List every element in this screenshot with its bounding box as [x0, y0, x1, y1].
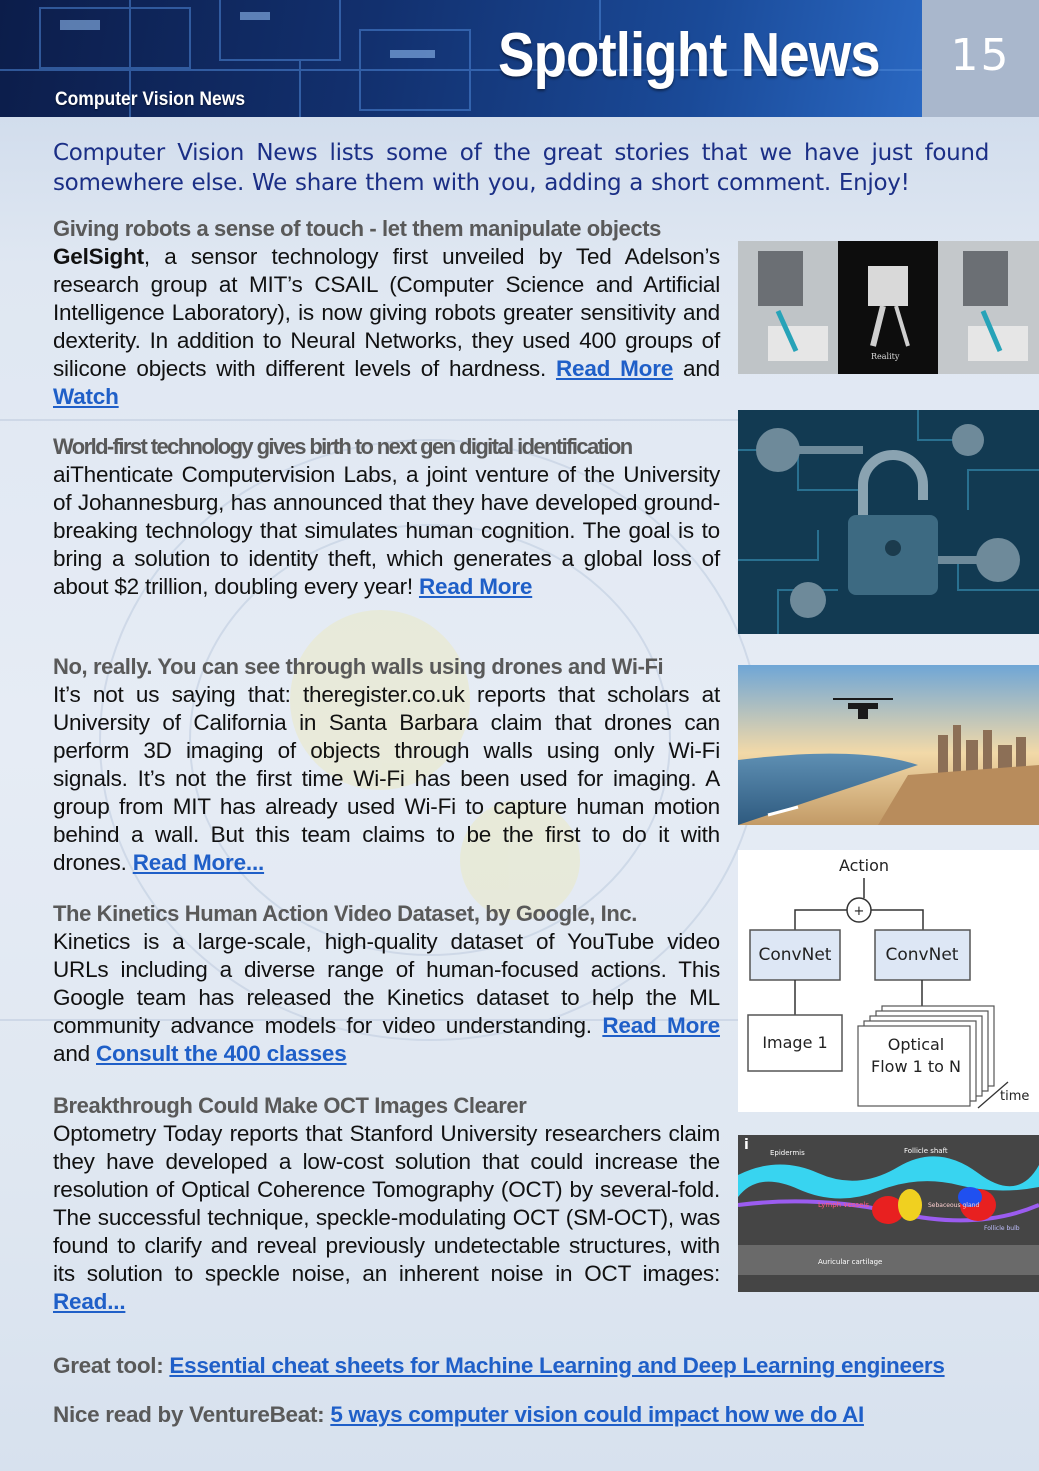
page-title: Spotlight News — [498, 21, 880, 90]
convnet-right-label: ConvNet — [885, 945, 959, 965]
optical-flow-label-line2: Flow 1 to N — [871, 1057, 961, 1076]
article-body: Kinetics is a large-scale, high-quality dataset of YouTube video URLs including a diverse range of human-focused actions. This Google team has released the Kinetics dataset to help the ML community advance models for video understanding. Read More and Consult the 400 classes — [53, 929, 720, 1066]
great-tool-line: Great tool: Essential cheat sheets for Machine Learning and Deep Learning engineers — [53, 1353, 945, 1378]
publication-name: Computer Vision News — [55, 89, 246, 110]
panel-letter: i — [744, 1137, 749, 1153]
image-caption-reality: Reality — [871, 352, 900, 361]
padlock-keys-image — [738, 410, 1039, 634]
consult-classes-link[interactable]: Consult the 400 classes — [96, 1041, 347, 1066]
label-lymph-vessels: Lymph vessels — [818, 1201, 869, 1209]
read-more-link[interactable]: Read More — [555, 356, 674, 381]
nice-read-line: Nice read by VentureBeat: 5 ways computer vision could impact how we do AI — [53, 1402, 864, 1427]
article-headline: The Kinetics Human Action Video Dataset, by Google, Inc. — [53, 901, 637, 926]
label-follicle-bulb: Follicle bulb — [984, 1225, 1020, 1232]
article-digital-identification — [53, 433, 720, 601]
article-body: GelSight, a sensor technology first unveiled by Ted Adelson’s research group at MIT’s CSAIL (Computer Science and Artificial Intelligence Laboratory), is now giving robots greater sensitivity and dexterity. In addition to Neural Networks, they used 400 groups of silicone objects with different levels of hardness. Read More and Watch — [53, 244, 720, 409]
optical-flow-label-line1: Optical — [887, 1035, 945, 1054]
label-follicle-shaft: Follicle shaft — [904, 1147, 948, 1155]
read-more-link[interactable]: Read More... — [132, 850, 265, 875]
intro-paragraph: Computer Vision News lists some of the great stories that we have just found somewhere else. We share them with you, adding a short comment. Enjoy! — [53, 140, 989, 196]
label-epidermis: Epidermis — [770, 1149, 805, 1157]
page-number: 15 — [950, 30, 1011, 81]
convnet-left-label: ConvNet — [758, 945, 832, 965]
article-body: It’s not us saying that: theregister.co.uk reports that scholars at University of California in Santa Barbara claim that drones can perform 3D imaging of objects through walls using only Wi-Fi signals. It’s not the first time Wi-Fi has been used for imaging. A group from MIT has already used Wi-Fi to capture human motion behind a wall. But this team claims to be the first to do it with drones. Read More... — [53, 682, 720, 875]
image1-label: Image 1 — [762, 1033, 828, 1052]
venturebeat-link[interactable]: 5 ways computer vision could impact how we do AI — [330, 1402, 864, 1427]
article-headline: Breakthrough Could Make OCT Images Clearer — [53, 1093, 527, 1118]
cheat-sheets-link[interactable]: Essential cheat sheets for Machine Learning and Deep Learning engineers — [169, 1353, 945, 1378]
time-axis-label: time — [1000, 1089, 1030, 1104]
article-headline: World-first technology gives birth to next gen digital identification — [53, 434, 632, 459]
diagram-action-label: Action — [838, 856, 890, 875]
article-body: Optometry Today reports that Stanford University researchers claim they have developed a low-cost solution that could increase the resolution of Optical Coherence Tomography (OCT) by several-fold. The successful technique, speckle-modulating OCT (SM-OCT), was found to clarify and reveal previously undetectable structures, with its solution to speckle noise, an inherent noise in OCT images: Read... — [53, 1121, 720, 1314]
read-more-link[interactable]: Read More — [418, 574, 533, 599]
article-kinetics-dataset — [53, 900, 720, 1068]
article-headline: No, really. You can see through walls using drones and Wi-Fi — [53, 654, 664, 679]
drone-city-image — [738, 665, 1039, 825]
article-headline: Giving robots a sense of touch - let them manipulate objects — [53, 216, 661, 241]
label-sebaceous-gland: Sebaceous gland — [928, 1202, 980, 1209]
article-oct-images — [53, 1092, 720, 1316]
article-drones-wifi — [53, 653, 720, 877]
article-lead: GelSight — [53, 244, 144, 269]
watch-link[interactable]: Watch — [53, 384, 119, 409]
oct-scan-image — [738, 1135, 1039, 1292]
gelsight-robot-image — [738, 241, 1039, 374]
sum-symbol: + — [853, 904, 865, 919]
article-body: aiThenticate Computervision Labs, a joint venture of the University of Johannesburg, has announced that they have developed ground-breaking technology that simulates human cognition. The goal is to bring a solution to identity theft, which generates a global loss of about $2 trillion, doubling every year! Read More — [53, 462, 720, 599]
header-banner — [0, 0, 922, 117]
label-auricular-cartilage: Auricular cartilage — [818, 1258, 883, 1266]
two-stream-diagram — [738, 850, 1039, 1112]
read-more-link[interactable]: Read... — [53, 1289, 126, 1314]
article-gelsight — [53, 215, 720, 411]
read-more-link[interactable]: Read More — [602, 1013, 720, 1038]
page-number-box — [922, 0, 1039, 117]
